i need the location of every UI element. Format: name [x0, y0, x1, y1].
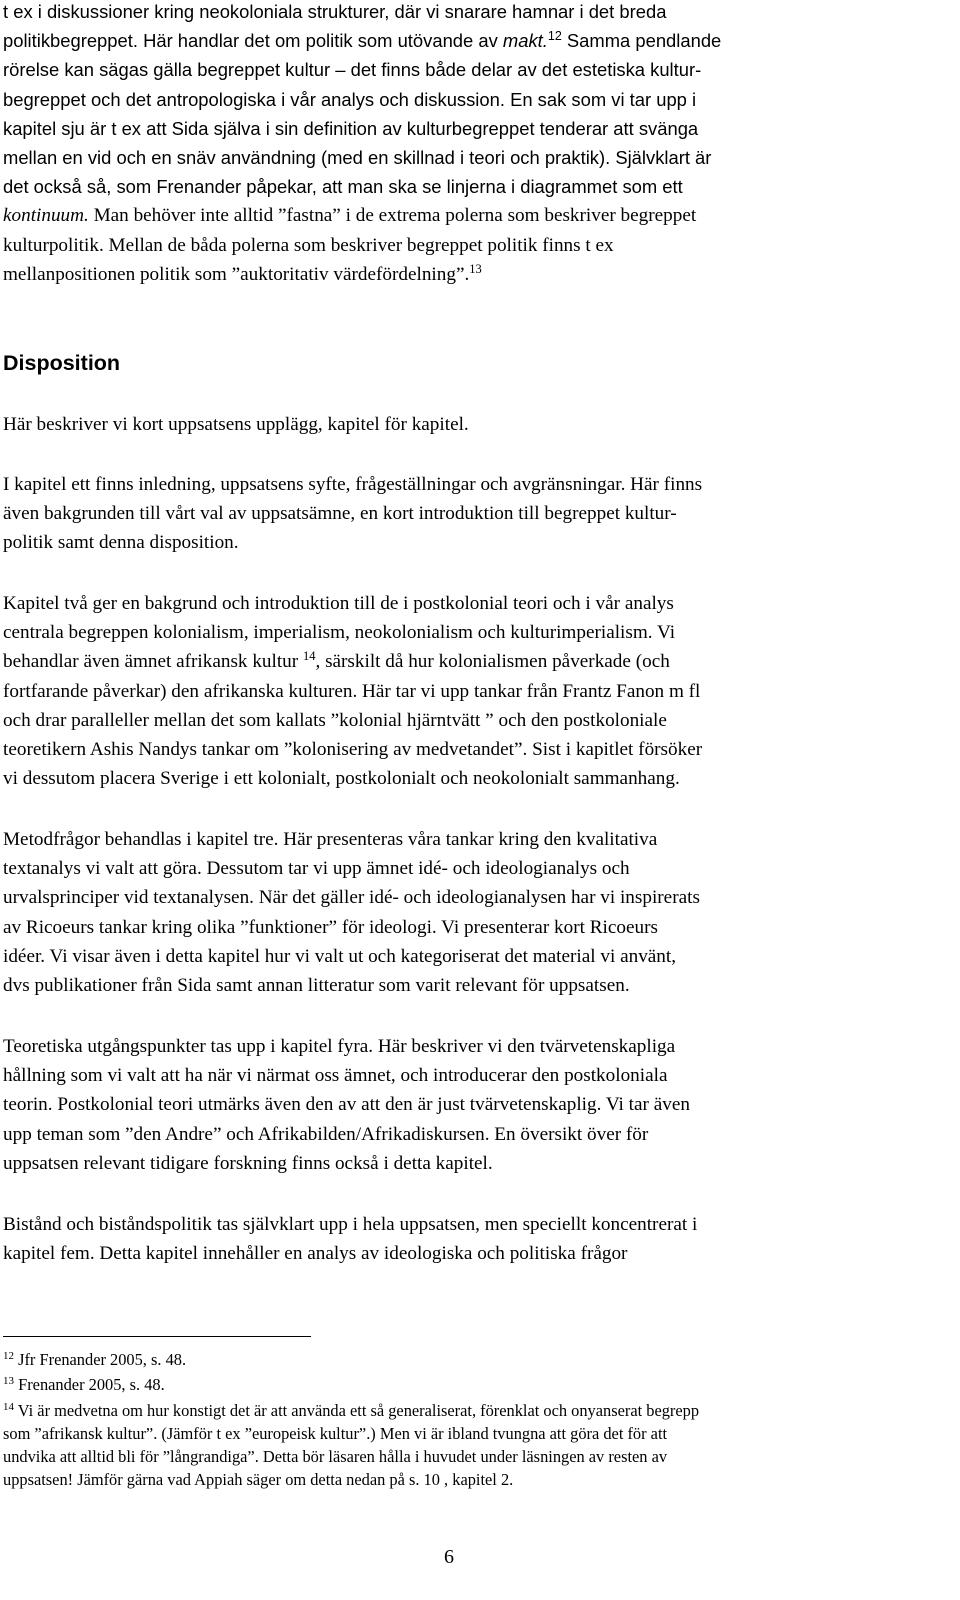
- footnote-ref-12[interactable]: 12: [547, 29, 562, 44]
- page-number: 6: [444, 1546, 454, 1568]
- footnote-number: 14: [3, 1401, 14, 1413]
- paragraph-chapter-two: [3, 589, 943, 793]
- text-line: Teoretiska utgångspunkter tas upp i kapitel fyra. Här beskriver vi den tvärvetenskapliga: [3, 1036, 676, 1057]
- footnote-number: 13: [3, 1375, 14, 1387]
- text-line: mellan en vid och en snäv användning (med en skillnad i teori och praktik). Självklart är: [3, 147, 712, 169]
- text-line: urvalsprinciper vid textanalysen. När det gäller idé- och ideologianalysen har vi inspirerats: [3, 887, 700, 909]
- text-line: behandlar även ämnet afrikansk kultur $^{14}$, särskilt då hur kolonialismen påverkade (och: [3, 649, 670, 673]
- footnote-line: undvika att alltid bli för ”långrandiga”. Detta bör läsaren hålla i huvudet under läsningen av resten av: [3, 1447, 668, 1466]
- text-line: kapitel fem. Detta kapitel innehåller en analys av ideologiska och politiska frågor: [3, 1243, 628, 1265]
- emphasis: makt.: [502, 30, 548, 52]
- footnote-line: uppsatsen! Jämför gärna vad Appiah säger om detta nedan på s. 10 , kapitel 2.: [3, 1470, 514, 1489]
- paragraph-chapter-one: [3, 470, 943, 558]
- text-line: det också så, som Frenander påpekar, att man ska se linjerna i diagrammet som ett: [3, 176, 683, 198]
- emphasis: kontinuum.: [3, 205, 89, 227]
- text-line: politikbegreppet. Här handlar det om politik som utövande av makt.$^{12}$ Samma pendlande: [3, 29, 722, 52]
- footnote-12: [3, 1348, 943, 1371]
- intro-paragraph: [3, 0, 943, 289]
- text-line: hållning som vi valt att ha när vi närmat oss ämnet, och introducerar den postkoloniala: [3, 1065, 668, 1087]
- footnote-14: [3, 1399, 943, 1491]
- footnote-line: $^{12}$ Jfr Frenander 2005, s. 48.: [3, 1350, 187, 1369]
- footnote-ref-14[interactable]: 14: [302, 649, 316, 664]
- paragraph-chapter-three: [3, 825, 943, 1000]
- text-line: fortfarande påverkar) den afrikanska kulturen. Här tar vi upp tankar från Frantz Fanon m fl: [3, 680, 701, 702]
- footnote-13: [3, 1373, 943, 1396]
- text-line: Bistånd och biståndspolitik tas självklart upp i hela uppsatsen, men speciellt koncentrerat i: [3, 1214, 698, 1235]
- text-line: t ex i diskussioner kring neokoloniala strukturer, där vi snarare hamnar i det breda: [3, 1, 667, 22]
- text-line: även bakgrunden till vårt val av uppsatsämne, en kort introduktion till begreppet kultur-: [3, 503, 677, 525]
- text-line: dvs publikationer från Sida samt annan litteratur som varit relevant för uppsatsen.: [3, 975, 630, 997]
- text-line: och drar paralleller mellan det som kallats ”kolonial hjärntvätt ” och den postkoloniale: [3, 709, 667, 731]
- text-line: mellanpositionen politik som ”auktoritativ värdefördelning”.$^{13}$: [3, 261, 482, 285]
- footnote-ref-13[interactable]: 13: [469, 261, 482, 276]
- paragraph-chapter-five: [3, 1210, 943, 1268]
- text-line: textanalys vi valt att göra. Dessutom tar vi upp ämnet idé- och ideologianalys och: [3, 858, 630, 880]
- text-line: Kapitel två ger en bakgrund och introduktion till de i postkolonial teori och i vår analys: [3, 593, 674, 614]
- text-line: centrala begreppen kolonialism, imperialism, neokolonialism och kulturimperialism. Vi: [3, 622, 676, 644]
- footnote-separator: [3, 1336, 311, 1337]
- footnote-line: $^{14}$ Vi är medvetna om hur konstigt det är att använda ett så generaliserat, förenklat och onyanserat begrepp: [3, 1401, 700, 1420]
- text-line: rörelse kan sägas gälla begreppet kultur – det finns både delar av det estetiska kultur-: [3, 59, 702, 81]
- text-line: upp teman som ”den Andre” och Afrikabilden/Afrikadiskursen. En översikt över för: [3, 1123, 649, 1145]
- text-line: Metodfrågor behandlas i kapitel tre. Här presenteras våra tankar kring den kvalitativa: [3, 829, 658, 850]
- text-line: vi dessutom placera Sverige i ett kolonialt, postkolonialt och neokolonialt sammanhang.: [3, 768, 680, 790]
- paragraph-intro-disposition: [3, 410, 943, 439]
- text-line: Här beskriver vi kort uppsatsens upplägg, kapitel för kapitel.: [3, 414, 469, 435]
- text-line: kontinuum. Man behöver inte alltid ”fastna” i de extrema polerna som beskriver begreppet: [3, 205, 697, 227]
- footnote-number: 12: [3, 1350, 14, 1362]
- text-line: uppsatsen relevant tidigare forskning finns också i detta kapitel.: [3, 1152, 493, 1174]
- text-line: I kapitel ett finns inledning, uppsatsens syfte, frågeställningar och avgränsningar. Här finns: [3, 474, 703, 495]
- text-line: teoretikern Ashis Nandys tankar om ”kolonisering av medvetandet”. Sist i kapitlet försöker: [3, 739, 703, 761]
- text-line: teorin. Postkolonial teori utmärks även den av att den är just tvärvetenskaplig. Vi tar även: [3, 1094, 690, 1116]
- text-line: av Ricoeurs tankar kring olika ”funktioner” för ideologi. Vi presenterar kort Ricoeurs: [3, 916, 658, 938]
- text-line: idéer. Vi visar även i detta kapitel hur vi valt ut och kategoriserat det material vi använt,: [3, 945, 677, 967]
- footnote-line: $^{13}$ Frenander 2005, s. 48.: [3, 1375, 165, 1394]
- paragraph-chapter-four: [3, 1032, 943, 1178]
- text-line: politik samt denna disposition.: [3, 532, 239, 554]
- text-line: begreppet och det antropologiska i vår analys och diskussion. En sak som vi tar upp i: [3, 88, 697, 110]
- text-line: kapitel sju är t ex att Sida själva i sin definition av kulturbegreppet tenderar att svänga: [3, 117, 699, 139]
- text-line: kulturpolitik. Mellan de båda polerna som beskriver begreppet politik finns t ex: [3, 234, 614, 256]
- footnote-line: som ”afrikansk kultur”. (Jämför t ex ”europeisk kultur”.) Men vi är ibland tvungna att göra det för att: [3, 1424, 668, 1443]
- section-heading: Disposition: [3, 351, 121, 375]
